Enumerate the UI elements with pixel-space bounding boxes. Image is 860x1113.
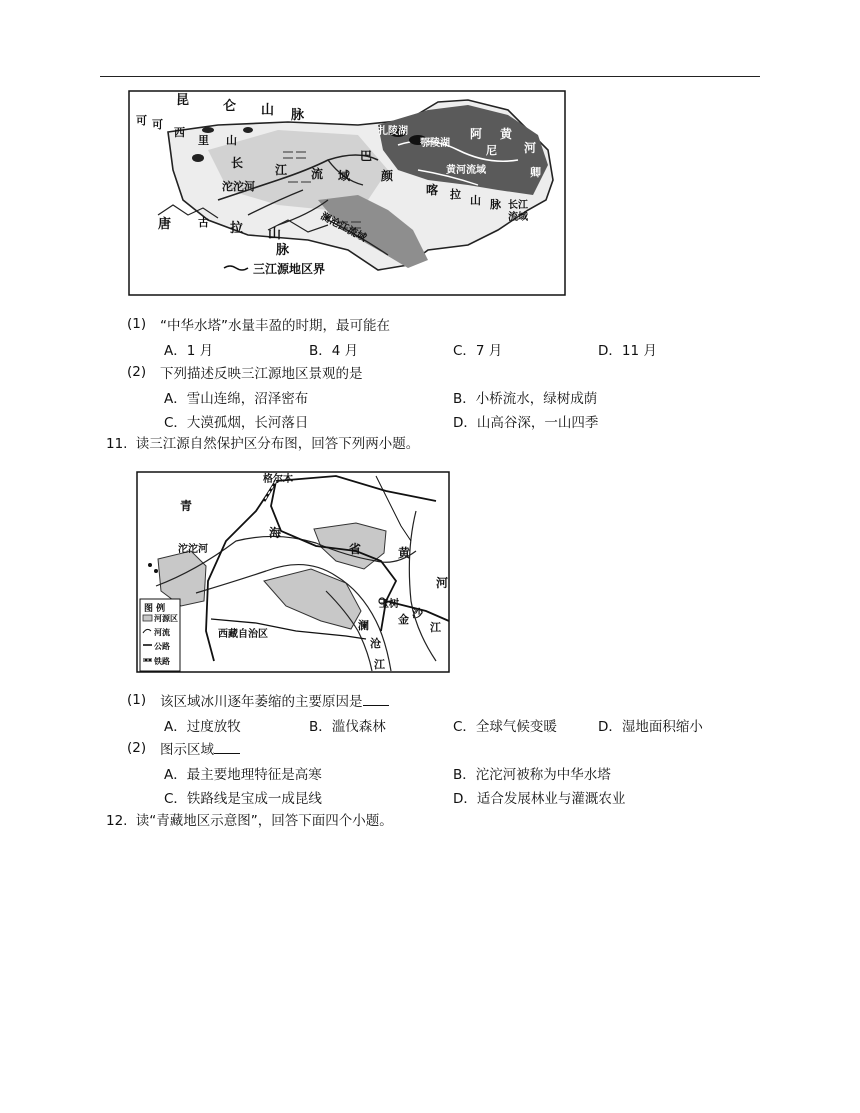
map1-label: 山 [226, 134, 237, 147]
map2-label: 海 [269, 526, 282, 540]
map1-label: 脉 [276, 243, 290, 258]
map1-label: 长 [231, 156, 244, 170]
map1-label: 山 [268, 227, 282, 242]
subquestion-text [160, 738, 240, 758]
map1-label: 古 [198, 216, 209, 229]
subquestion-text [160, 690, 389, 710]
map1-label: 拉 [450, 188, 461, 201]
answer-blank[interactable] [363, 693, 389, 706]
map1-label: 黄河流域 [446, 165, 486, 176]
subquestion-number: (2) [127, 364, 147, 380]
question-12 [106, 812, 393, 830]
map2-label: 青 [180, 499, 193, 513]
option-d[interactable]: D．适合发展林业与灌溉农业 [453, 791, 626, 807]
map1-label: 仑 [223, 99, 237, 114]
question-number: 12. [106, 813, 128, 829]
option-c[interactable]: C．铁路线是宝成一成昆线 [164, 791, 322, 807]
question-11 [106, 435, 419, 453]
map2-legend-item: 河源区 [154, 614, 178, 623]
map2-label: 沧 [370, 637, 381, 650]
map2-label: 格尔木 [263, 474, 293, 485]
map1-label: 拉 [230, 221, 244, 236]
option-c[interactable]: C．全球气候变暖 [453, 719, 557, 735]
map1-label: 喀 [426, 183, 439, 197]
map1-legend-label: 三江源地区界 [253, 262, 326, 276]
option-a[interactable]: A．1 月 [164, 343, 214, 359]
map1-label: 域 [338, 169, 351, 183]
map1-label: 江 [275, 163, 288, 177]
map1-label: 可 [136, 114, 147, 127]
option-b[interactable]: B．4 月 [309, 343, 359, 359]
map2-label: 西藏自治区 [218, 629, 268, 640]
subquestion-number: (1) [127, 316, 147, 332]
map1-label: 沱沱河 [222, 180, 255, 193]
map1-label: 卿 [530, 166, 541, 179]
option-c[interactable]: C．7 月 [453, 343, 503, 359]
map1-label: 脉 [291, 108, 305, 123]
map1-label: 里 [198, 134, 209, 147]
map2-label: 江 [374, 658, 385, 671]
map2-label: 江 [430, 621, 441, 634]
map1-label: 澜沧江流域 [318, 210, 368, 245]
option-a[interactable]: A．雪山连绵，沼泽密布 [164, 391, 309, 407]
header-rule [100, 76, 760, 77]
subquestion-number: (1) [127, 692, 147, 708]
map1-label: 山 [261, 103, 275, 118]
map1-label: 流域 [508, 212, 528, 223]
map1-label: 尼 [486, 144, 497, 157]
map2-label: 沙 [412, 607, 423, 620]
question-text: 读“青藏地区示意图”，回答下面四个小题。 [135, 813, 393, 829]
map1-label: 西 [174, 126, 185, 139]
map1-label: 河 [524, 141, 537, 155]
map2-legend-item: 河流 [154, 628, 170, 637]
map1-label: 巴 [360, 149, 373, 163]
map1-label: 昆 [176, 93, 190, 108]
nature-reserve-map [136, 471, 450, 673]
map1-label: 颜 [381, 169, 394, 183]
subquestion-text-content: 图示区域 [160, 742, 214, 758]
map1-label: 流 [311, 167, 324, 181]
map1-label: 阿 [470, 127, 483, 141]
map2-label: 河 [436, 576, 449, 590]
map1-label: 黄 [500, 127, 513, 141]
sanjiangyuan-region-map [128, 90, 566, 296]
question-number: 11. [106, 436, 128, 452]
map2-label: 玉树 [379, 599, 399, 610]
option-a[interactable]: A．最主要地理特征是高寒 [164, 767, 322, 783]
map2-legend-item: 公路 [154, 642, 170, 651]
map1-label: 扎陵湖 [378, 126, 408, 137]
map2-label: 沱沱河 [178, 544, 208, 555]
map2-label: 省 [349, 542, 362, 556]
option-d[interactable]: D．湿地面积缩小 [598, 719, 703, 735]
option-d[interactable]: D．山高谷深，一山四季 [453, 415, 599, 431]
option-b[interactable]: B．小桥流水，绿树成荫 [453, 391, 598, 407]
option-d[interactable]: D．11 月 [598, 343, 657, 359]
option-a[interactable]: A．过度放牧 [164, 719, 241, 735]
map1-label: 可 [152, 118, 163, 131]
subquestion-number: (2) [127, 740, 147, 756]
subquestion-text: 下列描述反映三江源地区景观的是 [160, 366, 363, 382]
map1-label: 唐 [158, 217, 172, 232]
option-b[interactable]: B．滥伐森林 [309, 719, 386, 735]
map2-legend-title: 图 例 [144, 604, 166, 614]
answer-blank[interactable] [214, 741, 240, 754]
option-b[interactable]: B．沱沱河被称为中华水塔 [453, 767, 611, 783]
map2-label: 澜 [358, 619, 369, 632]
option-c[interactable]: C．大漠孤烟，长河落日 [164, 415, 309, 431]
map1-label: 长江 [508, 200, 528, 211]
subquestion-text-content: 该区域冰川逐年萎缩的主要原因是 [160, 694, 363, 710]
subquestion-text: “中华水塔”水量丰盈的时期，最可能在 [160, 318, 390, 334]
map1-label: 山 [470, 194, 481, 207]
question-text: 读三江源自然保护区分布图，回答下列两小题。 [135, 436, 420, 452]
map1-label: 脉 [490, 198, 501, 211]
map1-label: 鄂陵湖 [420, 138, 450, 149]
map2-legend-item: 铁路 [154, 657, 170, 666]
map2-label: 金 [398, 613, 409, 626]
map2-label: 黄 [398, 546, 411, 560]
